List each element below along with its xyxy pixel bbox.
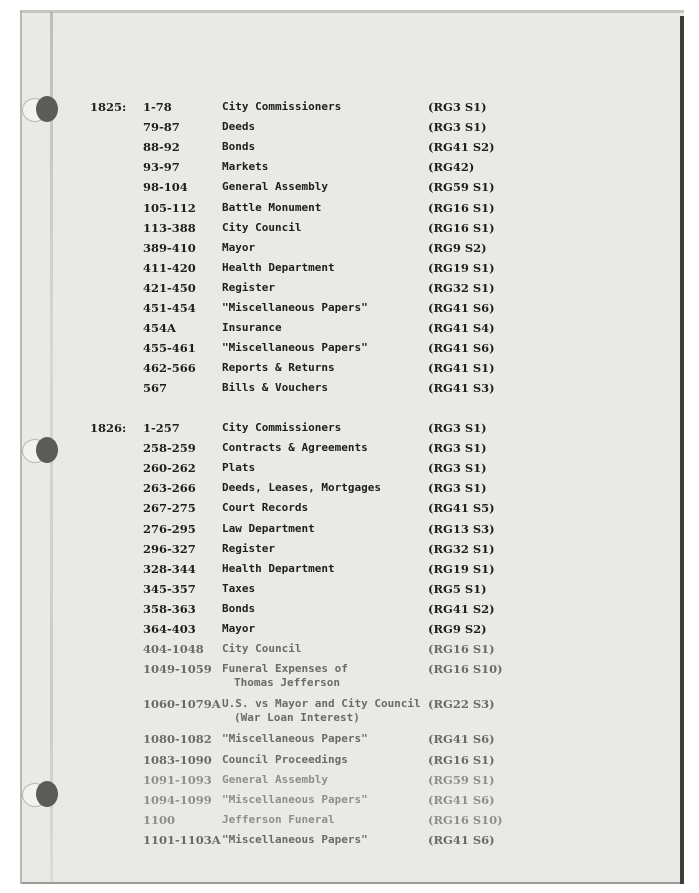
item-range: 93-97 <box>143 160 180 175</box>
description-line: Court Records <box>222 501 309 515</box>
record-description <box>222 501 442 515</box>
record-group-code: (RG41 S2) <box>428 601 495 616</box>
record-description <box>222 773 442 787</box>
record-group-code: (RG41 S6) <box>428 832 495 847</box>
description-line: Health Department <box>222 260 335 274</box>
record-group-code: (RG19 S1) <box>428 260 495 275</box>
item-range: 567 <box>143 381 168 396</box>
description-line: Plats <box>222 461 256 475</box>
record-group-code: (RG5 S1) <box>428 581 487 596</box>
description-line: Funeral Expenses of <box>222 662 348 676</box>
description-line: Bonds <box>222 601 256 615</box>
record-description <box>222 341 442 355</box>
year-label: 1825: <box>90 100 127 114</box>
record-description <box>222 261 442 275</box>
record-description <box>222 732 442 746</box>
record-description <box>222 542 442 556</box>
record-group-code: (RG3 S1) <box>428 421 487 435</box>
description-line: Insurance <box>222 321 282 335</box>
item-range: 451-454 <box>143 301 196 315</box>
record-description <box>222 381 442 395</box>
record-group-code: (RG3 S1) <box>428 441 487 456</box>
item-range: 267-275 <box>143 501 196 516</box>
item-range: 328-344 <box>143 561 196 576</box>
record-group-code: (RG41 S3) <box>428 381 495 396</box>
record-description <box>222 753 442 767</box>
record-description <box>222 241 442 255</box>
description-line: "Miscellaneous Papers" <box>222 301 368 314</box>
item-range: 263-266 <box>143 481 196 496</box>
description-line: Law Department <box>222 521 315 535</box>
item-range: 1-78 <box>143 100 172 114</box>
item-range: 1080-1082 <box>143 732 212 747</box>
description-line: Health Department <box>222 561 335 575</box>
record-description <box>222 160 442 174</box>
item-range: 260-262 <box>143 461 196 476</box>
record-group-code: (RG16 S10) <box>428 812 503 827</box>
record-description <box>222 662 442 690</box>
record-description <box>222 522 442 536</box>
record-group-code: (RG41 S1) <box>428 361 495 376</box>
description-line: Reports & Returns <box>222 361 335 375</box>
item-range: 98-104 <box>143 180 188 195</box>
record-group-code: (RG3 S1) <box>428 461 487 476</box>
record-group-code: (RG3 S1) <box>428 481 487 496</box>
record-group-code: (RG59 S1) <box>428 772 495 787</box>
description-line: "Miscellaneous Papers" <box>222 832 368 846</box>
record-group-code: (RG22 S3) <box>428 697 495 712</box>
record-description <box>222 461 442 475</box>
description-line: Register <box>222 541 275 555</box>
record-group-code: (RG41 S5) <box>428 501 495 516</box>
description-line: Taxes <box>222 581 256 595</box>
record-group-code: (RG41 S6) <box>428 792 495 807</box>
item-range: 88-92 <box>143 140 180 155</box>
item-range: 1060-1079A <box>143 697 221 712</box>
description-line: "Miscellaneous Papers" <box>222 341 368 355</box>
record-description <box>222 361 442 375</box>
record-description <box>222 602 442 616</box>
description-line: Battle Monument <box>222 200 322 214</box>
description-line: Bills & Vouchers <box>222 381 328 395</box>
description-line: City Council <box>222 220 302 234</box>
record-group-code: (RG13 S3) <box>428 521 495 536</box>
item-range: 1049-1059 <box>143 662 212 677</box>
description-line: Bonds <box>222 140 256 154</box>
record-group-code: (RG41 S6) <box>428 341 495 356</box>
page-right-edge-shadow <box>680 16 684 884</box>
description-line: U.S. vs Mayor and City Council <box>222 697 421 711</box>
description-line: General Assembly <box>222 180 328 194</box>
record-description <box>222 100 442 114</box>
description-line: Register <box>222 280 275 294</box>
record-description <box>222 562 442 576</box>
item-range: 258-259 <box>143 441 196 456</box>
record-description <box>222 140 442 154</box>
description-line: Council Proceedings <box>222 752 348 766</box>
item-range: 454A <box>143 321 176 336</box>
item-range: 276-295 <box>143 521 196 536</box>
record-group-code: (RG16 S1) <box>428 200 495 215</box>
item-range: 1091-1093 <box>143 772 212 787</box>
item-range: 1094-1099 <box>143 792 212 807</box>
record-group-code: (RG32 S1) <box>428 280 495 295</box>
record-description <box>222 421 442 435</box>
record-group-code: (RG41 S6) <box>428 301 495 315</box>
record-group-code: (RG16 S1) <box>428 220 495 235</box>
record-description <box>222 582 442 596</box>
item-range: 1-257 <box>143 421 180 435</box>
record-group-code: (RG16 S1) <box>428 752 495 767</box>
item-range: 462-566 <box>143 361 196 376</box>
description-line: Contracts & Agreements <box>222 441 368 455</box>
year-label: 1826: <box>90 421 127 435</box>
record-description <box>222 793 442 807</box>
punch-hole-icon <box>22 781 58 807</box>
record-group-code: (RG19 S1) <box>428 561 495 576</box>
record-group-code: (RG41 S2) <box>428 140 495 155</box>
item-range: 113-388 <box>143 220 196 235</box>
record-description <box>222 642 442 656</box>
item-range: 389-410 <box>143 240 196 255</box>
record-description <box>222 481 442 495</box>
record-description <box>222 201 442 215</box>
description-line: City Commissioners <box>222 100 342 113</box>
description-line: "Miscellaneous Papers" <box>222 732 368 746</box>
record-group-code: (RG9 S2) <box>428 240 487 255</box>
description-line: Mayor <box>222 622 256 635</box>
record-group-code: (RG42) <box>428 160 475 175</box>
punch-hole-icon <box>22 96 58 122</box>
item-range: 296-327 <box>143 541 196 556</box>
description-line: Deeds <box>222 120 256 134</box>
record-description <box>222 813 442 827</box>
record-description <box>222 833 442 847</box>
record-description <box>222 221 442 235</box>
item-range: 345-357 <box>143 581 196 596</box>
item-range: 1100 <box>143 812 176 827</box>
record-group-code: (RG3 S1) <box>428 120 487 135</box>
record-group-code: (RG41 S4) <box>428 321 495 336</box>
record-description <box>222 281 442 295</box>
description-line: City Council <box>222 642 302 656</box>
item-range: 364-403 <box>143 622 196 636</box>
record-group-code: (RG41 S6) <box>428 732 495 747</box>
description-line: Markets <box>222 160 269 174</box>
record-description <box>222 321 442 335</box>
record-group-code: (RG16 S10) <box>428 662 503 677</box>
record-group-code: (RG59 S1) <box>428 180 495 195</box>
item-range: 1101-1103A <box>143 832 221 847</box>
item-range: 358-363 <box>143 601 196 616</box>
record-group-code: (RG9 S2) <box>428 622 487 636</box>
record-description <box>222 441 442 455</box>
description-line: Mayor <box>222 240 256 254</box>
record-description <box>222 622 442 636</box>
punch-hole-icon <box>22 437 58 463</box>
description-continuation: Thomas Jefferson <box>234 676 340 690</box>
item-range: 1083-1090 <box>143 752 212 767</box>
description-line: City Commissioners <box>222 421 342 434</box>
record-description <box>222 697 442 725</box>
description-line: Deeds, Leases, Mortgages <box>222 481 381 495</box>
record-group-code: (RG3 S1) <box>428 100 487 114</box>
description-line: "Miscellaneous Papers" <box>222 792 368 806</box>
item-range: 404-1048 <box>143 642 204 657</box>
description-line: Jefferson Funeral <box>222 812 335 826</box>
record-description <box>222 120 442 134</box>
item-range: 79-87 <box>143 120 180 135</box>
item-range: 411-420 <box>143 260 196 275</box>
item-range: 455-461 <box>143 341 196 356</box>
description-continuation: (War Loan Interest) <box>234 711 360 725</box>
record-group-code: (RG32 S1) <box>428 541 495 556</box>
record-description <box>222 301 442 315</box>
description-line: General Assembly <box>222 772 328 786</box>
record-description <box>222 180 442 194</box>
item-range: 105-112 <box>143 200 196 215</box>
item-range: 421-450 <box>143 280 196 295</box>
record-group-code: (RG16 S1) <box>428 642 495 657</box>
